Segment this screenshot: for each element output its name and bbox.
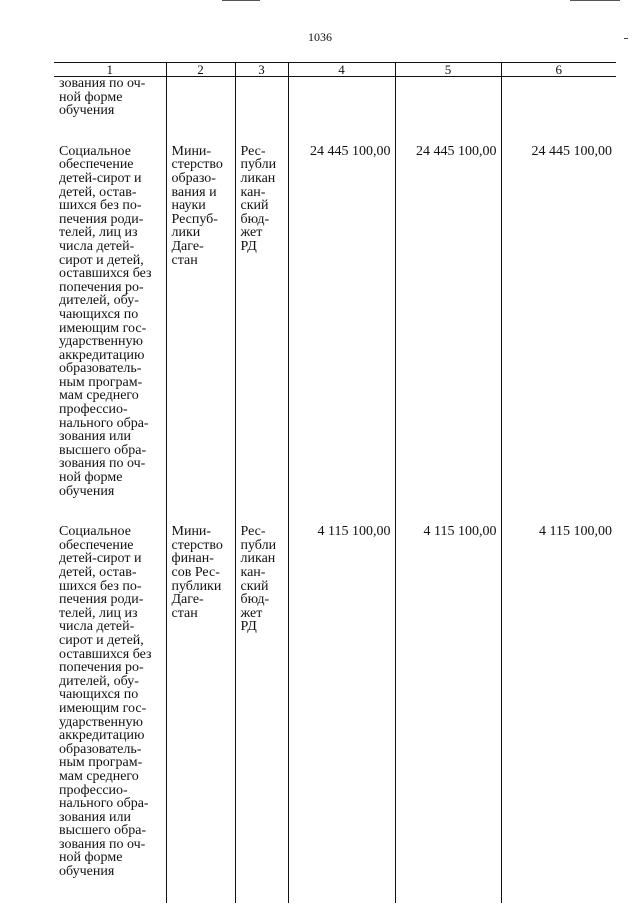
cell-line: финан- [171,551,214,567]
cell-line: высшего обра- [59,442,147,458]
cell-line: публи [240,537,277,553]
cell-line: высшего обра- [59,823,147,839]
cell-line: обучения [59,864,115,880]
cell-line: шихся без по- [59,198,142,214]
cell-line: Социальное [59,524,131,540]
cell-line: ликан [240,170,276,186]
cell-line: сирот и детей, [59,252,144,268]
cell-line: числа детей- [59,238,135,254]
cell-line: детей-сирот и [59,170,142,186]
cell-line: зования по оч- [59,456,146,472]
cell-line: профессио- [59,402,128,418]
cell-line: образователь- [59,361,142,377]
cell-line: обучения [59,483,115,499]
cell-line: печения роди- [59,592,144,608]
cell-line: Респуб- [171,211,218,227]
cell-line: ский [240,578,269,594]
cell-description [54,77,166,118]
cell-line: бюд- [240,211,270,227]
cell-line: чающихся по [59,306,139,322]
cell-budget [235,145,288,498]
cell-amount-5 [395,77,501,118]
row-tail [54,879,616,903]
cell-amount-5: 24 445 100,00 [395,145,501,498]
cell-line: попечения ро- [59,279,144,295]
cell-line: ной форме [59,850,123,866]
cell-line: шихся без по- [59,578,142,594]
cell-line: нального обра- [59,796,149,812]
cell-line: печения роди- [59,211,144,227]
cell-line: профессио- [59,782,128,798]
cell-description [54,525,166,878]
cell-line: жет [240,225,263,241]
cell-line: стан [171,252,198,268]
cell-budget [235,77,288,118]
cell-ministry [166,77,235,118]
cell-line: ной форме [59,470,123,486]
cell-line: детей, остав- [59,565,137,580]
cell-line: аккредитацию [59,728,145,744]
cell-description [54,145,166,498]
cell-amount-4: 4 115 100,00 [288,525,395,878]
cell-line: сов Рес- [171,565,220,580]
cell-amount-6: 4 115 100,00 [501,525,616,878]
row-spacer [54,498,616,525]
budget-table [54,62,616,903]
cell-line: зования или [59,809,131,825]
top-edge-rule-right [570,0,620,1]
cell-line: числа детей- [59,619,135,635]
cell-line: обеспечение [59,537,134,553]
cell-line: мам среднего [59,388,139,404]
table-row [54,525,616,878]
column-header-1: 1 [54,63,166,77]
column-header-3: 3 [235,63,288,77]
cell-line: Мини- [171,143,212,159]
top-edge-rule-left [222,0,260,1]
cell-line: ным програм- [59,374,143,390]
cell-ministry [166,525,235,878]
cell-line: зования или [59,429,131,445]
cell-amount-6: 24 445 100,00 [501,145,616,498]
cell-line: РД [240,238,257,254]
cell-line: аккредитацию [59,347,145,363]
cell-line: дителей, обу- [59,293,139,309]
cell-line: Мини- [171,524,212,540]
cell-line: РД [240,619,257,635]
cell-line: ударственную [59,714,143,730]
cell-line: публи [240,157,277,173]
cell-line: лики [171,225,201,241]
table-row-continuation [54,77,616,118]
cell-line: телей, лиц из [59,225,138,241]
cell-line: оставшихся без [59,266,152,282]
column-header-6: 6 [501,63,616,77]
cell-line: Даге- [171,238,204,254]
cell-line: детей-сирот и [59,551,142,567]
cell-line: дителей, обу- [59,673,139,689]
cell-line: образо- [171,170,216,186]
cell-amount-4 [288,77,395,118]
cell-line: науки [171,198,206,214]
cell-line: ударственную [59,334,143,350]
cell-line: зования по оч- [59,76,146,91]
cell-line: обучения [59,103,115,119]
cell-line: Рес- [240,143,266,159]
cell-line: мам среднего [59,768,139,784]
cell-line: стерство [171,157,223,173]
cell-line: стан [171,605,198,621]
cell-line: жет [240,605,263,621]
cell-line: имеющим гос- [59,700,147,716]
cell-amount-4: 24 445 100,00 [288,145,395,498]
cell-line: кан- [240,565,266,580]
cell-line: ский [240,198,269,214]
cell-ministry [166,145,235,498]
cell-amount-5: 4 115 100,00 [395,525,501,878]
table-header-row [54,63,616,77]
column-header-2: 2 [166,63,235,77]
cell-line: оставшихся без [59,646,152,662]
row-spacer [54,118,616,145]
column-header-5: 5 [395,63,501,77]
cell-line: нального обра- [59,415,149,431]
cell-line: ликан [240,551,276,567]
cell-line: бюд- [240,592,270,608]
cell-line: обеспечение [59,157,134,173]
cell-line: телей, лиц из [59,605,138,621]
cell-line: имеющим гос- [59,320,147,336]
cell-line: Даге- [171,592,204,608]
column-header-4: 4 [288,63,395,77]
cell-line: зования по оч- [59,836,146,852]
cell-line: детей, остав- [59,184,137,200]
cell-line: образователь- [59,741,142,757]
table-row [54,145,616,498]
cell-line: стерство [171,537,223,553]
cell-line: сирот и детей, [59,632,144,648]
cell-line: публики [171,578,222,594]
cell-line: кан- [240,184,266,200]
cell-line: чающихся по [59,687,139,703]
cell-budget [235,525,288,878]
cell-line: попечения ро- [59,660,144,676]
cell-line: вания и [171,184,217,200]
cell-line: ным програм- [59,755,143,771]
cell-line: ной форме [59,89,123,105]
cell-line: Рес- [240,524,266,540]
page-number: 1036 [308,30,332,44]
cell-line: Социальное [59,143,131,159]
cell-amount-6 [501,77,616,118]
